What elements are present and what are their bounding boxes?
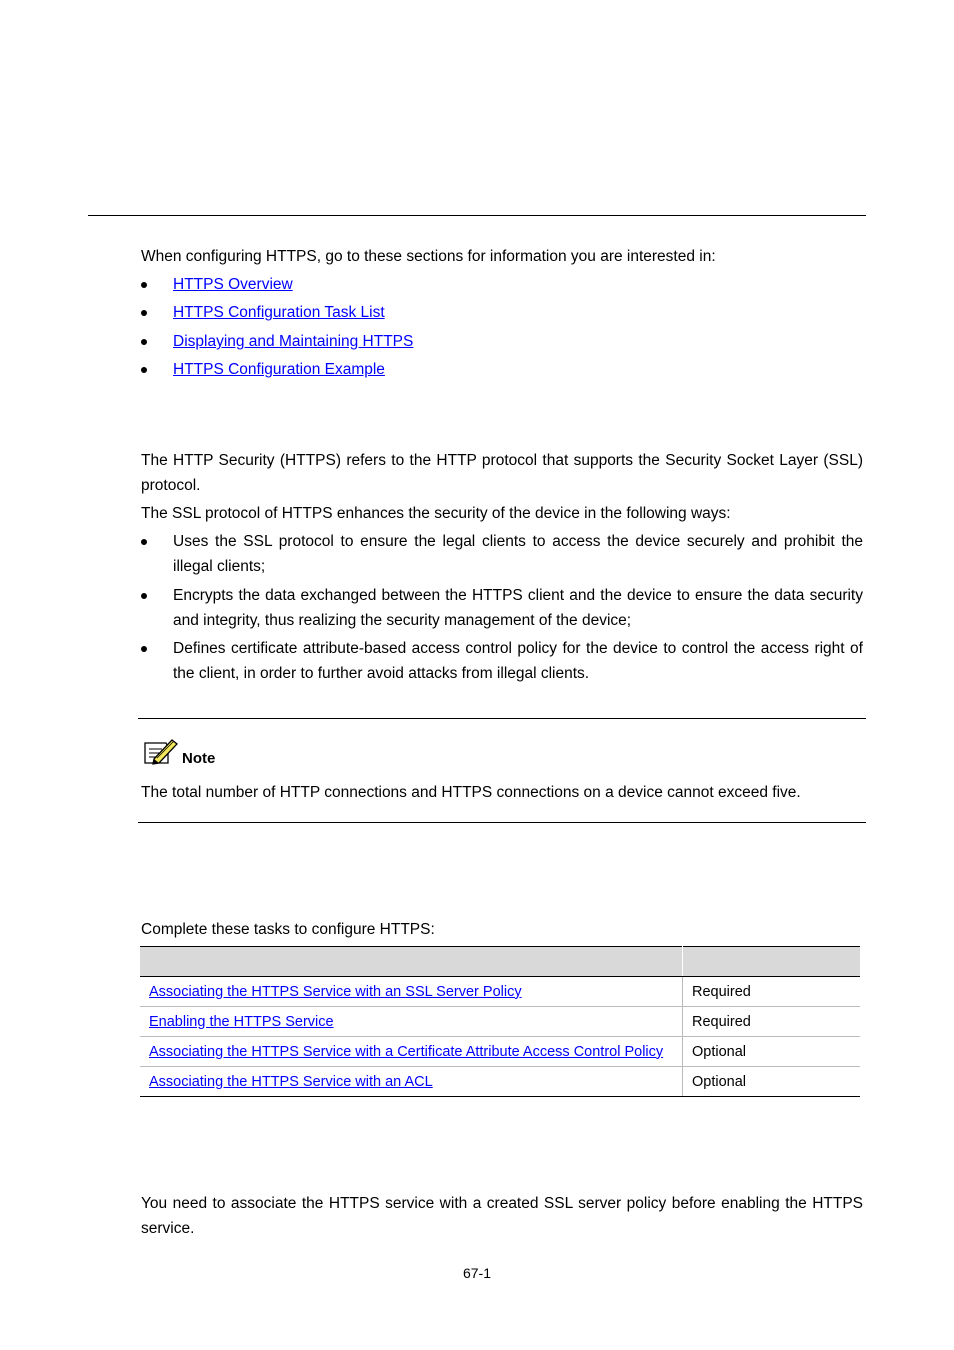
table-row	[140, 977, 860, 1007]
bullet-icon	[141, 310, 147, 316]
link-https-configuration-task-list[interactable]: HTTPS Configuration Task List	[173, 304, 385, 321]
table-row	[140, 1037, 860, 1067]
note-title: Note	[182, 750, 216, 767]
task-table	[140, 946, 860, 1097]
bullet-icon	[141, 646, 147, 652]
bullet-icon	[141, 593, 147, 599]
task-remark: Required	[683, 1007, 861, 1037]
task-link-acl[interactable]: Associating the HTTPS Service with an ACL	[149, 1073, 433, 1090]
task-remark: Optional	[683, 1067, 861, 1097]
bullet-icon	[141, 367, 147, 373]
link-https-overview[interactable]: HTTPS Overview	[173, 276, 293, 293]
bullet-icon	[141, 282, 147, 288]
overview-bullet-1: Uses the SSL protocol to ensure the legal clients to access the device securely and prohibit the illegal clients;	[173, 533, 863, 575]
table-row	[140, 1007, 860, 1037]
task-remark: Optional	[683, 1037, 861, 1067]
link-https-configuration-example[interactable]: HTTPS Configuration Example	[173, 361, 385, 378]
bullet-icon	[141, 539, 147, 545]
note-pencil-icon	[142, 737, 180, 767]
intro-text: When configuring HTTPS, go to these sections for information you are interested in:	[141, 248, 716, 265]
chapter-top-rule	[88, 215, 866, 216]
task-link-ssl-server-policy[interactable]: Associating the HTTPS Service with an SSL Server Policy	[149, 983, 522, 1000]
task-link-certificate-acp[interactable]: Associating the HTTPS Service with a Certificate Attribute Access Control Policy	[149, 1043, 664, 1060]
link-displaying-and-maintaining-https[interactable]: Displaying and Maintaining HTTPS	[173, 333, 414, 350]
note-text: The total number of HTTP connections and HTTPS connections on a device cannot exceed five.	[141, 784, 801, 801]
note-top-rule	[138, 718, 866, 719]
remark-column-header	[683, 947, 861, 977]
task-column-header	[140, 947, 683, 977]
ssl-policy-text: You need to associate the HTTPS service with a created SSL server policy before enabling the HTTPS service.	[141, 1195, 863, 1237]
task-link-enable-https[interactable]: Enabling the HTTPS Service	[149, 1013, 334, 1030]
overview-bullet-2: Encrypts the data exchanged between the HTTPS client and the device to ensure the data security and integrity, thus realizing the security management of the device;	[173, 587, 863, 629]
overview-bullet-3: Defines certificate attribute-based access control policy for the device to control the access right of the client, in order to further avoid attacks from illegal clients.	[173, 640, 863, 682]
page-number: 67-1	[462, 1265, 492, 1281]
task-table-header	[140, 947, 860, 977]
tasks-intro: Complete these tasks to configure HTTPS:	[141, 921, 435, 938]
table-row	[140, 1067, 860, 1097]
task-remark: Required	[683, 977, 861, 1007]
bullet-icon	[141, 339, 147, 345]
note-bottom-rule	[138, 822, 866, 823]
overview-paragraph-1: The HTTP Security (HTTPS) refers to the HTTP protocol that supports the Security Socket Layer (SSL) protocol.	[141, 452, 863, 494]
overview-paragraph-2: The SSL protocol of HTTPS enhances the security of the device in the following ways:	[141, 505, 731, 522]
